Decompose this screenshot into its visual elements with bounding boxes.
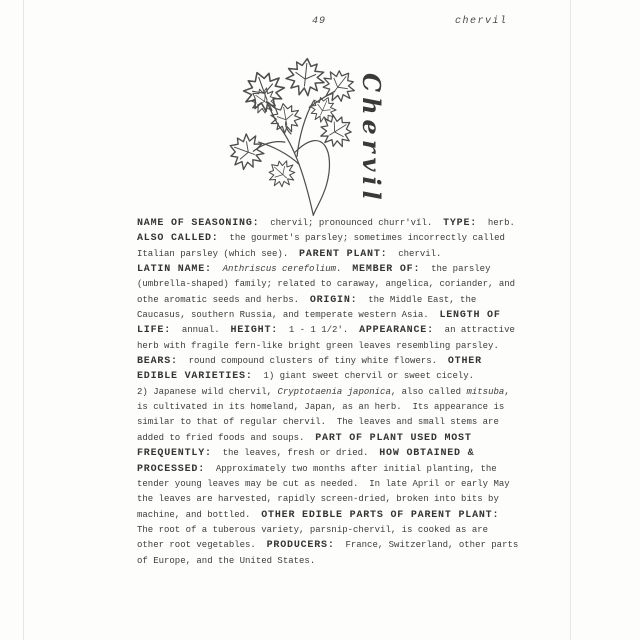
body-line [137,354,521,369]
heading-segment: BEARS: [137,356,178,368]
italic-segment: mitsuba [466,386,505,397]
page-edge-right [570,0,571,640]
heading-segment: ALSO CALLED: [137,233,219,245]
body-line [137,554,521,569]
heading-segment: FREQUENTLY: [137,448,212,460]
text-segment: Caucasus, southern Russia, and temperate western Asia. [137,310,440,321]
body-line [137,277,521,292]
body-line [137,538,521,553]
heading-segment: OTHER [447,356,482,368]
text-segment: annual. [171,325,231,336]
body-line [137,323,521,338]
heading-segment: HOW OBTAINED & [379,448,475,460]
text-segment [212,264,223,274]
text-segment: the leaves, fresh or dried. [211,448,380,459]
body-line [137,462,521,477]
heading-segment: OTHER EDIBLE PARTS OF PARENT PLANT: [261,509,500,521]
text-segment: Approximately two months after initial planting, the [205,463,497,474]
text-segment: , [504,386,510,397]
body-line [137,385,521,400]
running-title: chervil [455,16,508,27]
heading-segment: EDIBLE VARIETIES: [137,371,253,383]
heading-segment: HEIGHT: [230,325,279,337]
plant-line-drawing-svg [228,54,358,218]
text-segment: (umbrella-shaped) family; related to caraway, angelica, coriander, and [137,279,516,290]
body-line [137,369,521,384]
heading-segment: PROCESSED: [137,463,206,475]
text-segment: France, Switzerland, other parts [334,540,519,551]
text-segment: the leaves are harvested, rapidly screen-dried, broken into bits by [137,494,499,505]
heading-segment: LENGTH OF [439,310,501,322]
body-line [137,308,521,323]
text-segment: 1) giant sweet chervil or sweet cicely. [252,371,475,382]
text-segment: chervil. [387,248,442,259]
text-segment: chervil; pronounced churr'vĭl. [259,218,444,228]
text-segment: the parsley [420,264,491,275]
body-line [137,339,521,354]
body-line [137,415,521,430]
text-segment: othe aromatic seeds and herbs. [137,294,310,305]
heading-segment: NAME OF SEASONING: [137,218,260,229]
text-segment: 1 - 1 1/2'. [278,325,360,336]
text-segment: 2) Japanese wild chervil, [137,386,278,397]
heading-segment: LATIN NAME: [137,264,212,276]
body-line [137,262,521,277]
heading-segment: PART OF PLANT USED MOST [315,432,472,444]
body-line [137,477,521,492]
italic-segment: Anthriscus cerefolium [222,264,337,275]
heading-segment: ORIGIN: [309,294,358,306]
body-line [137,431,521,446]
chervil-plant-illustration [228,54,358,218]
text-segment: tender young leaves may be cut as needed. In late April or early May [137,478,510,489]
page-header [137,16,509,30]
heading-segment: PRODUCERS: [266,540,335,552]
text-segment: the Middle East, the [357,294,477,305]
body-line [137,400,521,415]
text-segment: herb. [477,218,515,228]
text-segment: round compound clusters of tiny white flowers. [177,356,448,367]
text-segment: herb with fragile fern-like bright green leaves resembling parsley. [137,340,499,351]
heading-segment: LIFE: [137,325,172,337]
body-line [137,216,521,231]
body-text [137,216,521,569]
text-segment: machine, and bottled. [137,509,262,520]
body-line [137,293,521,308]
heading-segment: PARENT PLANT: [299,248,388,260]
heading-segment: TYPE: [443,218,478,229]
body-line [137,231,521,246]
heading-segment: MEMBER OF: [352,264,421,276]
heading-segment: APPEARANCE: [359,325,434,337]
body-line [137,492,521,507]
vertical-title: Chervil [357,73,386,205]
text-segment: The root of a tuberous variety, parsnip-chervil, is cooked as are [137,524,489,535]
page-number: 49 [312,16,327,27]
text-segment: similar to that of regular chervil. The leaves and small stems are [137,417,499,428]
text-segment: the gourmet's parsley; sometimes incorrectly called [218,233,505,244]
body-line [137,523,521,538]
text-segment: , also called [390,386,467,397]
text-segment: of Europe, and the United States. [137,555,316,566]
body-line [137,247,521,262]
page-edge-left [23,0,24,640]
text-segment: Italian parsley (which see). [137,248,300,259]
text-segment: is cultivated in its homeland, Japan, as an herb. Its appearance is [137,402,505,413]
text-segment: an attractive [433,325,515,336]
body-line [137,446,521,461]
text-segment: added to fried foods and soups. [137,432,316,443]
text-segment: . [336,264,353,275]
text-segment: other root vegetables. [137,540,267,551]
italic-segment: Cryptotaenia japonica [277,386,391,397]
body-line [137,508,521,523]
